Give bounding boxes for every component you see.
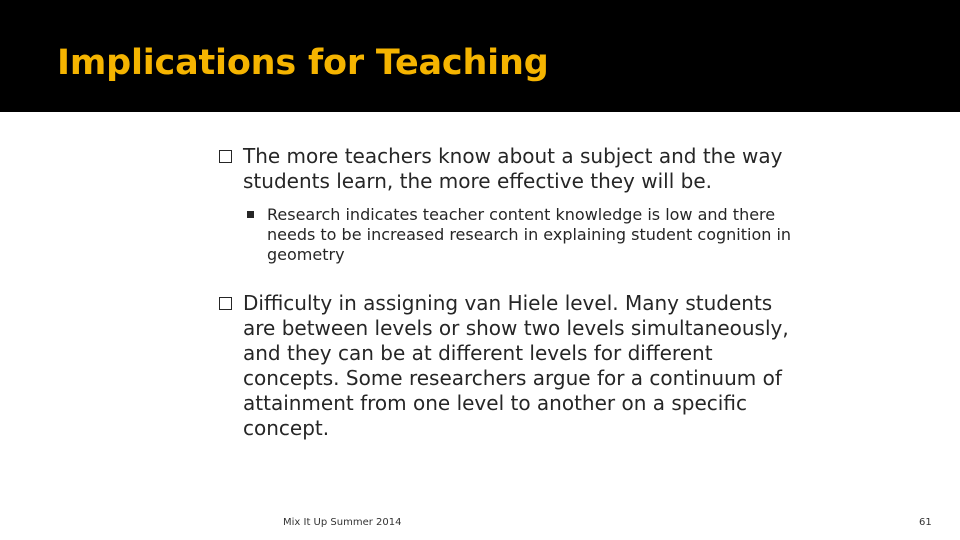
hollow-square-icon xyxy=(219,297,232,310)
footer-text: Mix It Up Summer 2014 xyxy=(283,517,402,528)
bullet-text: Difficulty in assigning van Hiele level. Many students are between levels or show two levels simultaneously, and they can be at different levels for different concepts. Some researchers argue for a continuum of attainment from one level to another on a specific concept. xyxy=(243,291,789,440)
sub-bullet-text: Research indicates teacher content knowledge is low and there needs to be increased research in explaining student cognition in geometry xyxy=(267,205,792,264)
bullet-item xyxy=(219,291,799,441)
slide-title: Implications for Teaching xyxy=(57,43,549,83)
filled-square-icon xyxy=(247,211,254,218)
hollow-square-icon xyxy=(219,150,232,163)
page-number: 61 xyxy=(919,517,932,528)
slide-content xyxy=(219,144,799,441)
bullet-text: The more teachers know about a subject and the way students learn, the more effective they will be. xyxy=(243,144,783,193)
sub-bullet-item xyxy=(247,205,799,265)
title-bar xyxy=(0,0,960,112)
bullet-item xyxy=(219,144,799,194)
